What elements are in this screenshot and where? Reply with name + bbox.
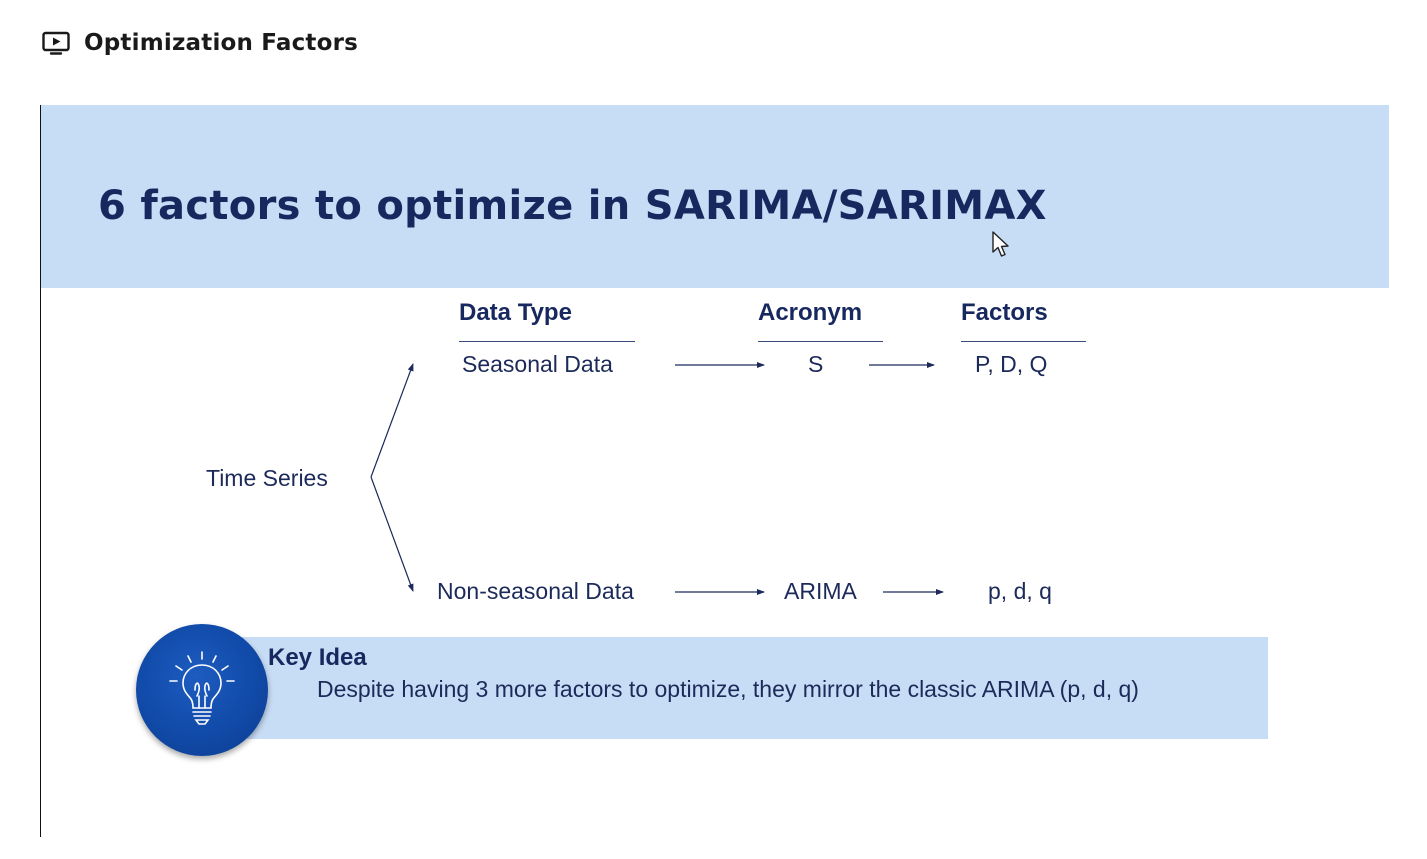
page-title: Optimization Factors (84, 30, 359, 56)
row-seasonal-factors: P, D, Q (975, 351, 1048, 377)
row-nonseasonal-acronym: ARIMA (784, 578, 857, 604)
row-nonseasonal-factors: p, d, q (988, 578, 1052, 604)
mouse-cursor-icon (991, 231, 1011, 259)
lightbulb-icon (164, 648, 240, 728)
key-idea-title: Key Idea (268, 644, 367, 671)
page-header (42, 27, 358, 59)
branch-arrow-seasonal (371, 364, 413, 477)
column-header-acronym: Acronym (758, 299, 863, 326)
column-header-factors: Factors (961, 299, 1048, 326)
column-header-data-type: Data Type (459, 299, 572, 326)
row-nonseasonal-data-type: Non-seasonal Data (437, 578, 634, 604)
video-play-icon (42, 31, 70, 55)
slide-title: 6 factors to optimize in SARIMA/SARIMAX (98, 183, 1047, 229)
row-seasonal-acronym: S (808, 351, 824, 377)
root-time-series: Time Series (206, 465, 328, 491)
key-idea-text: Despite having 3 more factors to optimize, they mirror the classic ARIMA (p, d, q) (317, 676, 1139, 702)
column-underline-data-type (459, 341, 635, 342)
column-underline-acronym (758, 341, 883, 342)
column-underline-factors (961, 341, 1086, 342)
slide-viewer[interactable] (40, 105, 1389, 837)
row-seasonal-data-type: Seasonal Data (462, 351, 613, 377)
key-idea-badge (136, 624, 268, 756)
branch-arrow-nonseasonal (371, 477, 413, 591)
